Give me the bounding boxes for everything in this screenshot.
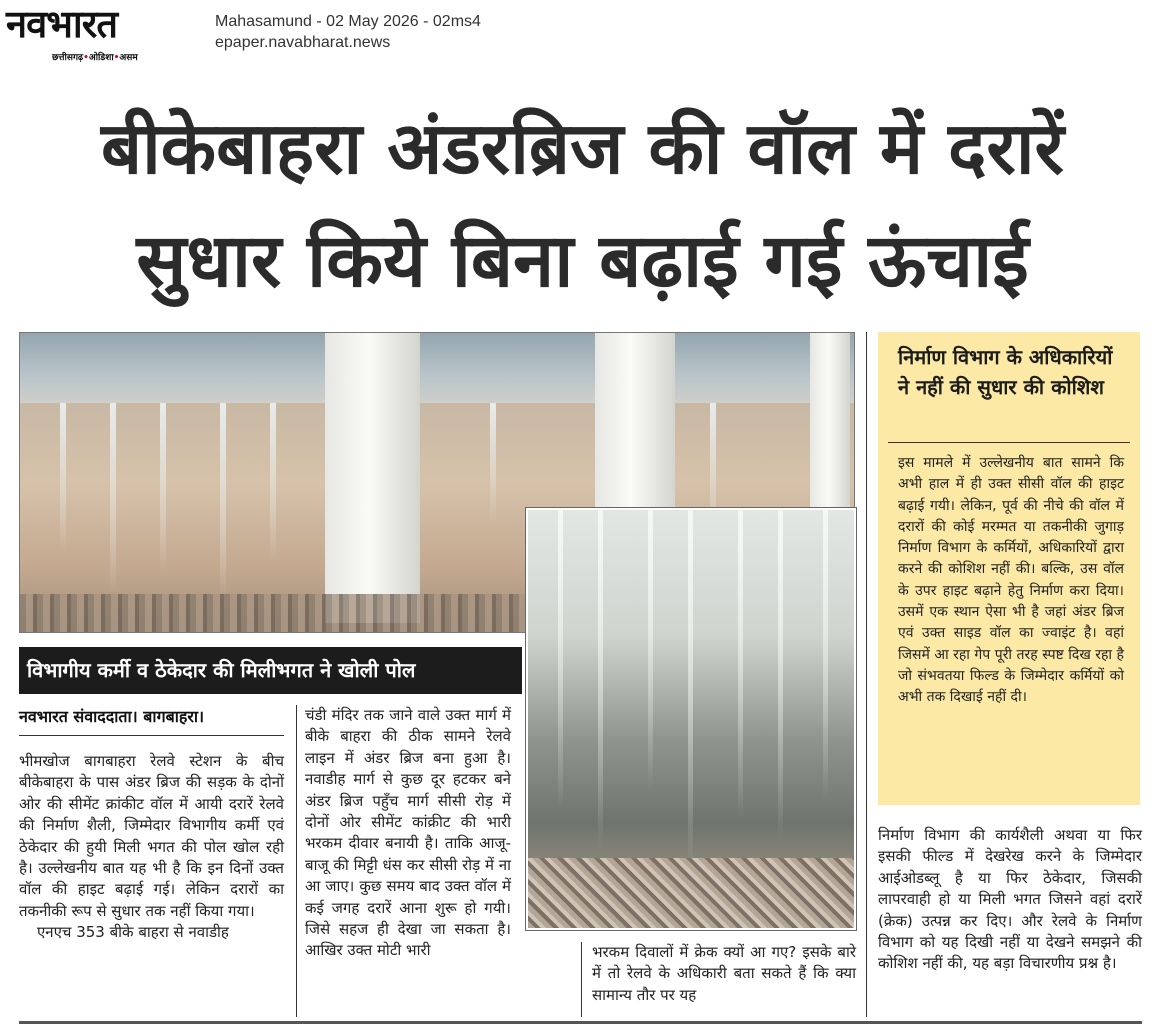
article-column-3 bbox=[592, 942, 856, 1006]
sidebar-title: निर्माण विभाग के अधिकारियों ने नहीं की सुधार की कोशिश bbox=[898, 345, 1113, 399]
photo-stain bbox=[823, 510, 828, 800]
page-bottom-rule bbox=[19, 1021, 1142, 1024]
wall-crack-closeup-photo bbox=[526, 508, 856, 930]
photo-stain bbox=[60, 403, 66, 553]
photo-stain bbox=[598, 510, 603, 850]
edition-info bbox=[215, 11, 481, 53]
headline-line-2: सुधार किये बिना बढ़ाई गई ऊंचाई bbox=[136, 218, 1029, 304]
sidebar-box bbox=[878, 332, 1140, 805]
photo-stain bbox=[110, 403, 116, 593]
photo-stain bbox=[220, 403, 226, 603]
column-divider bbox=[296, 705, 297, 1017]
sidebar-divider bbox=[888, 442, 1130, 443]
site-url[interactable]: epaper.navabharat.news bbox=[215, 34, 391, 51]
article-paragraph: चंडी मंदिर तक जाने वाले उक्त मार्ग में बीके बाहरा की ठीक सामने रेलवे लाइन में अंडर ब्रिज बना हुआ है। नवाडीह मार्ग से कुछ दूर हटकर बने अंडर ब्रिज पहुँच मार्ग सीसी रोड़ में दोनों ओर सीमेंट कांक्रीट की भारी भरकम दीवार बनायी है। ताकि आजू-बाजू की मिट्टी धंस कर सीसी रोड़ में ना आ जाए। कुछ समय बाद उक्त वॉल में कई जगह दरारें आना शुरू हो गयी। जिसे सहज ही देखा जा सकता है। आखिर उक्त मोटी भारी bbox=[305, 706, 511, 960]
article-column-4 bbox=[878, 825, 1142, 975]
byline-divider bbox=[19, 735, 284, 736]
byline: नवभारत संवाददाता। बागबाहरा। bbox=[19, 707, 205, 726]
subheadline: विभागीय कर्मी व ठेकेदार की मिलीभगत ने खोली पोल bbox=[27, 658, 416, 682]
article-paragraph: निर्माण विभाग की कार्यशैली अथवा या फिर इसकी फील्ड में देखरेख करने के जिम्मेदार आईओडब्लू है या फिर ठेकेदार, जिसकी लापरवाही हो या मिली भगत जिसने वहां दरारें (क्रेक) उत्पन्न कर दिए। और रेलवे के निर्माण विभाग को यह दिखी नहीं या देखने समझने की कोशिश नहीं की, यह बड़ा विचारणीय प्रश्न है। bbox=[878, 826, 1142, 973]
region-separator: • bbox=[83, 53, 89, 63]
article-paragraph: एनएच 353 बीके बाहरा से नवाडीह bbox=[37, 923, 229, 942]
photo-stain bbox=[160, 403, 166, 573]
photo-gravel bbox=[528, 858, 854, 928]
masthead-logo bbox=[6, 4, 196, 66]
photo-stain bbox=[648, 510, 653, 790]
photo-stain bbox=[778, 510, 783, 840]
article-paragraph: भरकम दिवालों में क्रेक क्यों आ गए? इसके बारे में तो रेलवे के अधिकारी बता सकते हैं कि क्या सामान्य तौर पर यह bbox=[592, 943, 856, 1004]
region-1: छत्तीसगढ़ bbox=[52, 53, 84, 63]
photo-stain bbox=[738, 510, 743, 820]
article-column-1 bbox=[19, 751, 284, 944]
region-separator: • bbox=[113, 53, 120, 63]
logo-regions bbox=[52, 50, 138, 63]
photo-wall-top-band bbox=[20, 333, 854, 403]
column-divider bbox=[581, 942, 582, 1017]
region-3: असम bbox=[119, 53, 138, 63]
edition-line: Mahasamund - 02 May 2026 - 02ms4 bbox=[215, 13, 481, 30]
headline-line-1: बीकेबाहरा अंडरब्रिज की वॉल में दरारें bbox=[101, 106, 1064, 190]
column-divider bbox=[866, 332, 867, 1017]
sidebar-body: इस मामले में उल्लेखनीय बात सामने कि अभी हाल में ही उक्त सीसी वॉल की हाइट बढ़ाई गयी। लेकिन, पूर्व की नीचे की वॉल में दरारों की कोई मरम्मत या तकनीकी जुगाड़ निर्माण विभाग के कर्मियों, अधिकारियों द्वारा करने की कोशिश नहीं की। बल्कि, उस वॉल के उपर हाइट बढ़ाने हेतु निर्माण करा दिया। उसमें एक स्थान ऐसा भी है जहां अंडर ब्रिज एवं उक्त साइड वॉल का ज्वाइंट है। वहां जिसमें आ रहा गेप पूरी तरह स्पष्ट दिख रहा है जो संभवतया फिल्ड के जिम्मेदार कर्मियों को अभी तक दिखाई नहीं दी। bbox=[898, 455, 1124, 706]
subheadline-bar bbox=[19, 647, 522, 694]
region-2: ओडिशा bbox=[88, 53, 114, 63]
article-paragraph: भीमखोज बागबाहरा रेलवे स्टेशन के बीच बीकेबाहरा के पास अंडर ब्रिज की सड़क के दोनों ओर की सीमेंट क्रांकीट वॉल में आयी दरारें रेलवे की निर्माण शैली, जिम्मेदार विभागीय कर्मी एवं ठेकेदार की हुयी मिली भगत की पोल खोल रही है। उल्लेखनीय बात यह भी है कि इन दिनों उक्त वॉल की हाइट बढ़ाई गई। लेकिन दरारों का तकनीकी रूप से सुधार तक नहीं किया गया। bbox=[19, 752, 284, 920]
photo-stain bbox=[558, 510, 563, 810]
photo-stain bbox=[688, 510, 693, 870]
photo-stain bbox=[490, 403, 496, 523]
logo-text: नवभारत bbox=[6, 2, 117, 46]
photo-pillar bbox=[325, 333, 420, 623]
article-column-2 bbox=[305, 705, 511, 962]
photo-stain bbox=[270, 403, 276, 563]
